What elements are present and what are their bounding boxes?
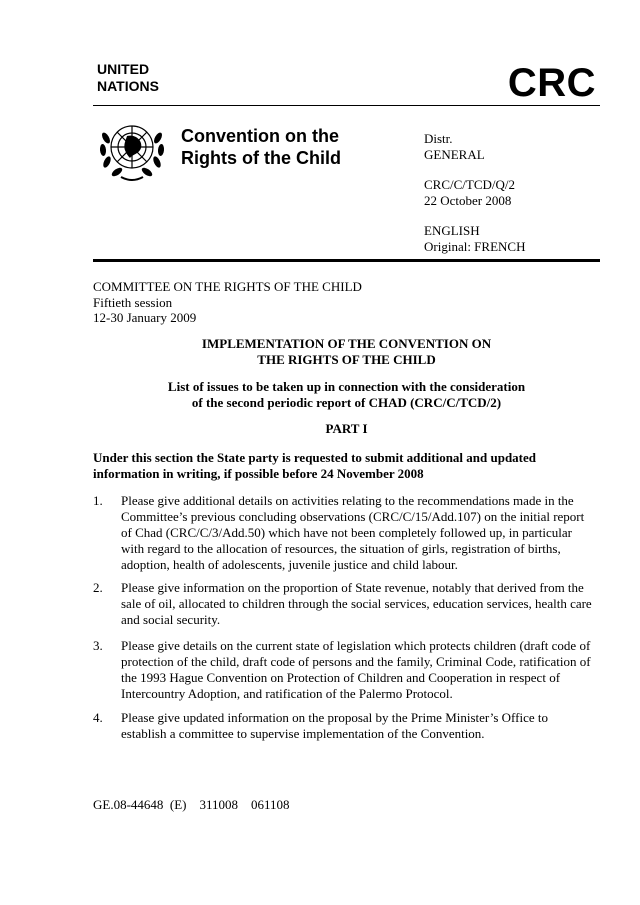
document-language: ENGLISH bbox=[424, 223, 480, 238]
item-text bbox=[121, 638, 600, 702]
item-line: and social security. bbox=[121, 612, 221, 627]
item-line: of Chad (CRC/C/3/Add.50) which have not been completely followed up, in particular bbox=[121, 525, 572, 540]
list-item bbox=[93, 638, 600, 702]
list-item bbox=[93, 493, 600, 573]
item-line: Please give information on the proportion of State revenue, notably that derived from the bbox=[121, 580, 584, 595]
item-line: with regard to the allocation of resources, the situation of girls, registration of births, bbox=[121, 541, 561, 556]
item-line: the 1993 Hague Convention on Protection of Children and Cooperation in respect of bbox=[121, 670, 561, 685]
item-line: establish a committee to supervise implementation of the Convention. bbox=[121, 726, 485, 741]
convention-title bbox=[181, 125, 341, 169]
main-heading bbox=[93, 336, 600, 368]
item-number: 3. bbox=[93, 638, 103, 653]
list-item bbox=[93, 580, 600, 628]
item-number: 2. bbox=[93, 580, 103, 595]
document-symbol: CRC/C/TCD/Q/2 bbox=[424, 177, 516, 192]
item-line: Intercountry Adoption, and ratification of the Palermo Protocol. bbox=[121, 686, 453, 701]
main-heading-line1: IMPLEMENTATION OF THE CONVENTION ON bbox=[201, 336, 492, 351]
convention-title-line1: Convention on the bbox=[181, 126, 339, 146]
item-number: 4. bbox=[93, 710, 103, 725]
item-line: sale of oil, allocated to children through the social services, education services, health care bbox=[121, 596, 592, 611]
sub-heading-line2: of the second periodic report of CHAD (CRC/C/TCD/2) bbox=[191, 395, 502, 410]
distr-general: GENERAL bbox=[424, 147, 485, 162]
item-line: protection of the child, draft code of persons and the family, Criminal Code, ratification of bbox=[121, 654, 591, 669]
committee-session: Fiftieth session bbox=[93, 294, 173, 310]
header-thick-rule bbox=[93, 259, 600, 262]
part-heading: PART I bbox=[325, 421, 368, 436]
item-line: adoption, health of adolescents, juvenile justice and child labour. bbox=[121, 557, 458, 572]
committee-name: COMMITTEE ON THE RIGHTS OF THE CHILD bbox=[93, 279, 362, 294]
org-name-line2: NATIONS bbox=[97, 78, 159, 94]
item-line: Please give additional details on activities relating to the recommendations made in the bbox=[121, 493, 574, 508]
item-text bbox=[121, 493, 600, 573]
instruction-line1: Under this section the State party is requested to submit additional and updated bbox=[93, 450, 537, 465]
item-number: 1. bbox=[93, 493, 103, 508]
main-heading-line2: THE RIGHTS OF THE CHILD bbox=[257, 352, 436, 367]
header-rule bbox=[93, 105, 600, 106]
item-line: Please give details on the current state of legislation which protects children (draft code of bbox=[121, 638, 591, 653]
item-line: Please give updated information on the proposal by the Prime Minister’s Office to bbox=[121, 710, 548, 725]
original-language: Original: FRENCH bbox=[424, 239, 526, 254]
org-name-line1: UNITED bbox=[97, 61, 150, 77]
convention-title-line2: Rights of the Child bbox=[181, 148, 341, 168]
sub-heading bbox=[93, 379, 600, 411]
acronym: CRC bbox=[507, 61, 596, 105]
committee-block bbox=[93, 279, 362, 326]
list-item bbox=[93, 710, 600, 742]
item-text bbox=[121, 710, 600, 742]
un-emblem-icon bbox=[97, 114, 167, 184]
document-date: 22 October 2008 bbox=[424, 193, 512, 208]
org-name bbox=[97, 61, 159, 95]
instruction-line2: information in writing, if possible before 24 November 2008 bbox=[93, 466, 424, 481]
sub-heading-line1: List of issues to be taken up in connection with the consideration bbox=[167, 379, 526, 394]
committee-dates: 12-30 January 2009 bbox=[93, 310, 197, 325]
distr-label: Distr. bbox=[424, 131, 453, 146]
distribution-block bbox=[424, 131, 525, 255]
job-number: GE.08-44648 (E) 311008 061108 bbox=[93, 797, 290, 812]
instruction-text bbox=[93, 450, 600, 482]
item-line: Committee’s previous concluding observations (CRC/C/15/Add.107) on the initial report bbox=[121, 509, 585, 524]
item-text bbox=[121, 580, 600, 628]
